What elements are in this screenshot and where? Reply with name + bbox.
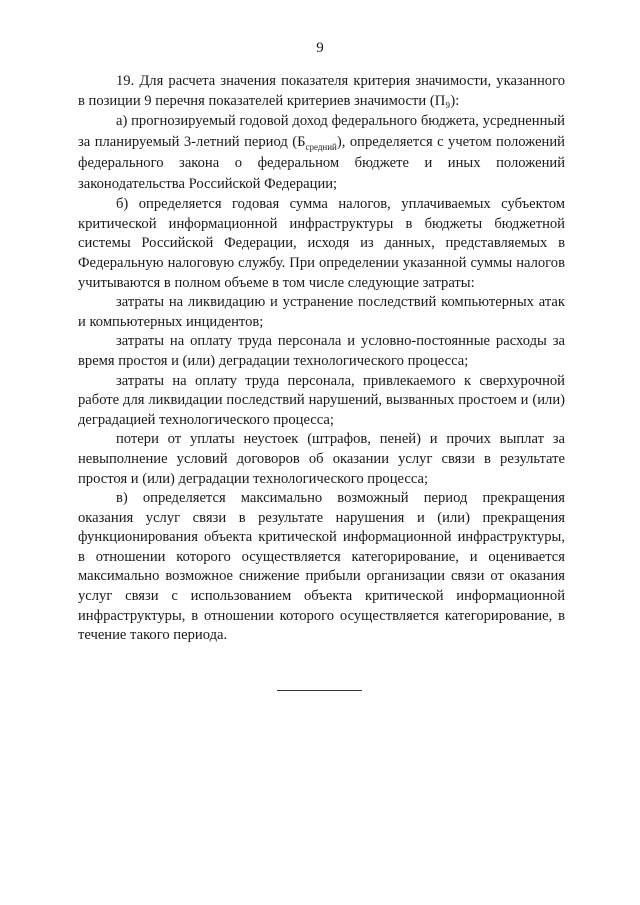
end-divider — [277, 690, 362, 691]
paragraph-b: б) определяется годовая сумма налогов, уплачиваемых субъектом критической информационной инфраструктуры в бюджеты бюджетной системы Российской Федерации, исходя из данных, представляемых в Федеральную налоговую службу. При определении указанной суммы налогов учитываются в полном объеме в том числе следующие затраты: — [78, 196, 565, 291]
cost-item-attacks: затраты на ликвидацию и устранение последствий компьютерных атак и компьютерных инцидентов; — [78, 294, 565, 330]
paragraph-a-start: а) прогнозируемый годовой доход федерального бюджета, усредненный за планируемый 3-летний период (Б — [78, 113, 565, 151]
document-body — [78, 72, 565, 646]
paragraph-19: 19. Для расчета значения показателя критерия значимости, указанного в позиции 9 перечня показателей критериев значимости (П₉): — [78, 73, 565, 109]
cost-item-downtime: затраты на оплату труда персонала и условно-постоянные расходы за время простоя и (или) деградации технологического процесса; — [78, 333, 565, 369]
cost-item-penalties: потери от уплаты неустоек (штрафов, пеней) и прочих выплат за невыполнение условий договоров об оказании услуг связи в результате простоя и (или) деградации технологического процесса; — [78, 431, 565, 487]
paragraph-v: в) определяется максимально возможный период прекращения оказания услуг связи в результате нарушения и (или) прекращения функционирования объекта критической информационной инфраструктуры, в отношении которого осуществляется категорирование, и оценивается максимально возможное снижение прибыли организации связи от оказания услуг связи с использованием объекта критической информационной инфраструктуры, в отношении которого осуществляется категорирование, в течение такого периода. — [78, 490, 565, 644]
subscript-average: средний — [305, 142, 337, 153]
cost-item-overtime: затраты на оплату труда персонала, привлекаемого к сверхурочной работе для ликвидации последствий нарушений, вызванных простоем и (или) деградацией технологического процесса; — [78, 372, 565, 428]
page-number: 9 — [316, 40, 324, 56]
paragraph-a-end: ), определяется с учетом положений федерального закона о федеральном бюджете и иных положений законодательства Российской Федерации; — [78, 134, 565, 193]
paragraph-a — [78, 111, 565, 195]
